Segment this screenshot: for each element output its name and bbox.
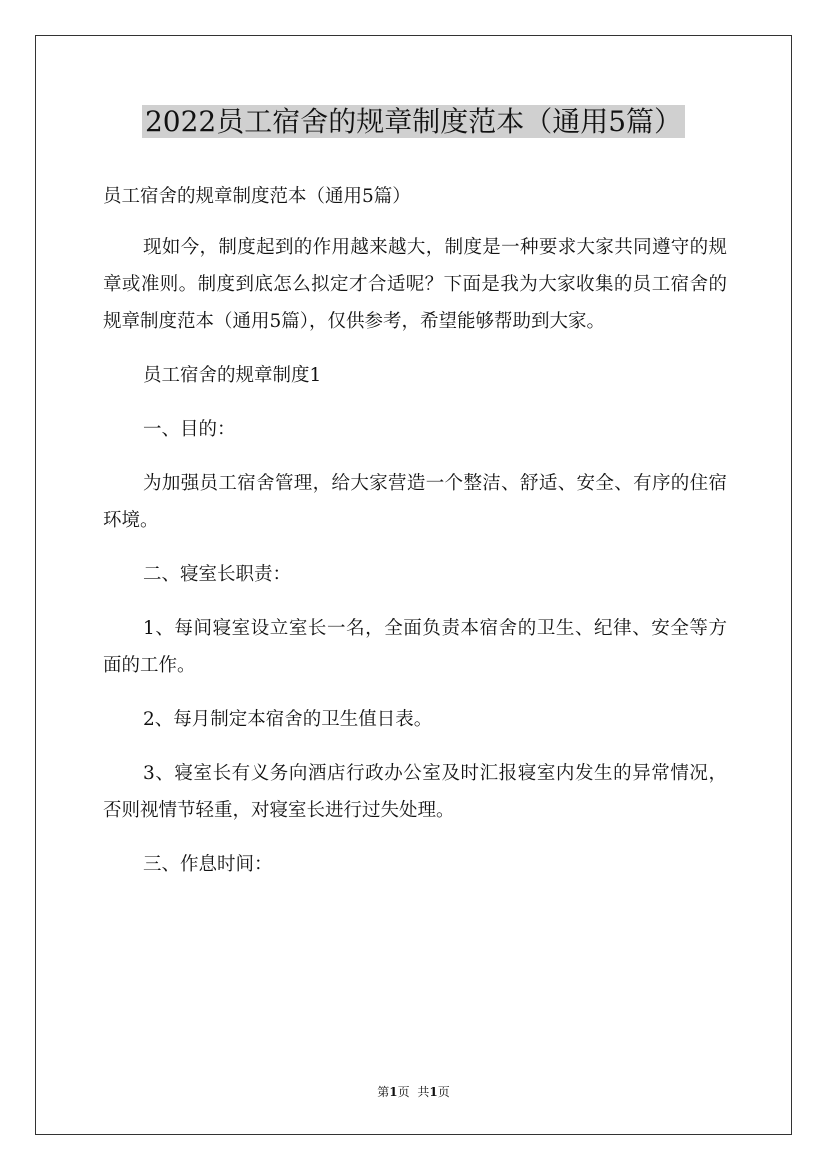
document-title-text: 2022员工宿舍的规章制度范本（通用5篇） (142, 105, 685, 138)
section-heading-1: 员工宿舍的规章制度1 (143, 365, 322, 386)
page-prefix: 第 (377, 1085, 390, 1099)
page-footer (0, 1083, 827, 1101)
dorm-leader-point-2: 2、每月制定本宿舍的卫生值日表。 (143, 709, 433, 730)
document-body (103, 178, 727, 883)
total-suffix: 页 (437, 1085, 450, 1099)
item-heading-purpose: 一、目的： (143, 419, 236, 440)
total-pages: 1 (429, 1085, 438, 1099)
document-subtitle: 员工宿舍的规章制度范本（通用5篇） (103, 186, 411, 207)
page-number: 1 (389, 1085, 398, 1099)
item-heading-schedule: 三、作息时间： (143, 854, 273, 875)
intro-paragraph: 现如今，制度起到的作用越来越大，制度是一种要求大家共同遵守的规章或准则。制度到底怎么拟定才合适呢？下面是我为大家收集的员工宿舍的规章制度范本（通用5篇），仅供参考，希望能够帮助到大家。 (103, 237, 727, 332)
item-heading-dorm-leader: 二、寝室长职责： (143, 564, 292, 585)
total-prefix: 共 (417, 1085, 430, 1099)
dorm-leader-point-3: 3、寝室长有义务向酒店行政办公室及时汇报寝室内发生的异常情况，否则视情节轻重，对寝室长进行过失处理。 (103, 763, 727, 821)
dorm-leader-point-1: 1、每间寝室设立室长一名，全面负责本宿舍的卫生、纪律、安全等方面的工作。 (103, 618, 727, 676)
document-title (0, 101, 827, 143)
purpose-paragraph: 为加强员工宿舍管理，给大家营造一个整洁、舒适、安全、有序的住宿环境。 (103, 473, 727, 531)
page-suffix: 页 (397, 1085, 410, 1099)
